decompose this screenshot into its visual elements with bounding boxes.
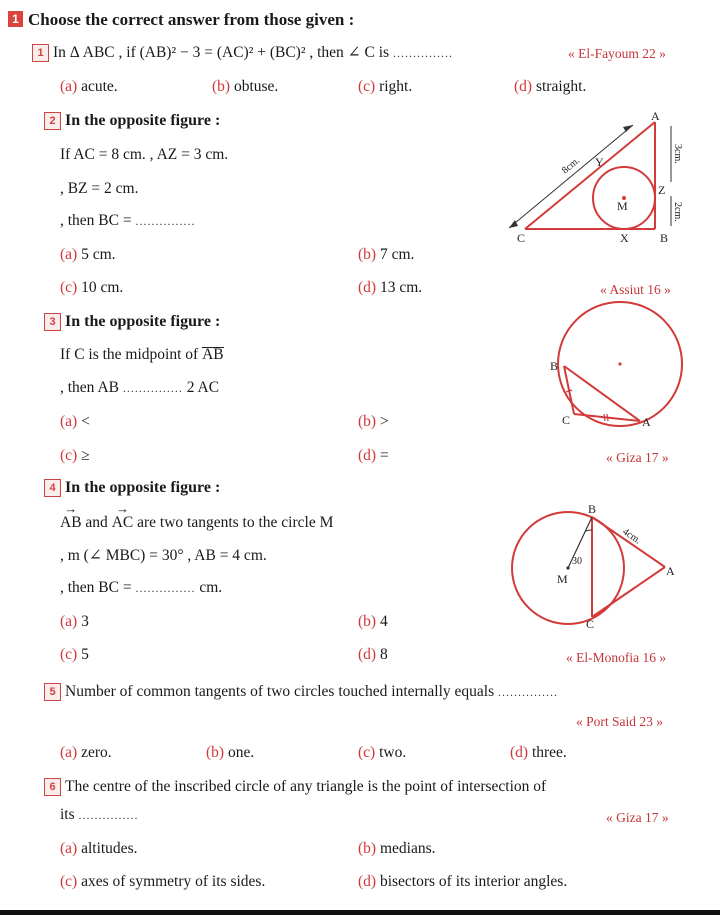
q6-text: The centre of the inscribed circle of any triangle is the point of intersection of <box>65 778 547 795</box>
option-letter: (c) <box>60 447 78 464</box>
option-letter: (d) <box>510 744 529 761</box>
q2-line2: , BZ = 2 cm. <box>60 180 139 197</box>
q6-stem <box>44 778 546 796</box>
q5-option-a[interactable] <box>60 744 112 762</box>
q4-option-a[interactable] <box>60 613 89 631</box>
option-text: = <box>379 447 389 464</box>
q6-option-a[interactable] <box>60 840 137 858</box>
q2-label-m: M <box>617 199 628 213</box>
q1-blank: ............... <box>392 46 453 60</box>
q4-tangent-ac <box>592 567 665 617</box>
q2-label-y: Y <box>595 155 604 169</box>
option-letter: (a) <box>60 413 78 430</box>
q2-figure <box>505 108 685 248</box>
option-text: two. <box>379 744 407 761</box>
q3-center-dot <box>618 362 621 365</box>
q4-line2: , m (∠ MBC) = 30° , AB = 4 cm. <box>60 547 267 564</box>
section-title-text: Choose the correct answer from those given : <box>28 10 355 29</box>
q3-tick-mark <box>604 414 605 421</box>
q2-len-zb: 2cm. <box>672 202 683 222</box>
option-letter: (b) <box>358 613 377 630</box>
q4-heading <box>44 479 220 497</box>
q1-stem <box>32 43 453 62</box>
q2-side-ac <box>525 122 655 229</box>
q3-label-b: B <box>550 359 559 373</box>
q4-line1-text: are two tangents to the circle M <box>137 514 334 531</box>
page-bottom-border <box>0 910 720 915</box>
option-letter: (c) <box>358 744 376 761</box>
q1-option-a[interactable] <box>60 78 118 96</box>
option-letter: (c) <box>60 646 78 663</box>
q1-option-d[interactable] <box>514 78 586 96</box>
q2-label-a: A <box>651 109 660 123</box>
q4-option-b[interactable] <box>358 613 388 631</box>
q4-label-b: B <box>588 502 597 516</box>
option-letter: (a) <box>60 840 78 857</box>
option-letter: (a) <box>60 78 78 95</box>
q4-tangent-ab <box>592 517 665 567</box>
q3-option-b[interactable] <box>358 413 389 431</box>
q4-label-a: A <box>666 564 675 578</box>
option-letter: (b) <box>212 78 231 95</box>
option-letter: (a) <box>60 613 78 630</box>
q2-heading <box>44 112 220 130</box>
q3-line2-text: , then AB <box>60 379 119 396</box>
q4-source: « El-Monofia 16 » <box>566 650 667 665</box>
option-text: < <box>81 413 90 430</box>
q4-heading-text: In the opposite figure : <box>65 479 221 496</box>
option-text: > <box>379 413 389 430</box>
q4-center-dot <box>566 566 569 569</box>
option-text: ≥ <box>81 447 90 464</box>
q4-angle-label: 30 <box>572 556 582 567</box>
q4-label-c: C <box>586 617 595 631</box>
option-text: right. <box>379 78 413 95</box>
q4-label-m: M <box>557 572 568 586</box>
q2-blank: ............... <box>135 214 196 228</box>
q2-len-az: 3cm. <box>672 144 683 164</box>
q3-number: 3 <box>44 313 61 331</box>
q2-line3-text: , then BC = <box>60 212 132 229</box>
q3-source: « Giza 17 » <box>606 450 669 465</box>
option-text: straight. <box>535 78 587 95</box>
option-letter: (b) <box>358 246 377 263</box>
q2-heading-text: In the opposite figure : <box>65 112 221 129</box>
q4-number: 4 <box>44 479 61 497</box>
q3-line2-post: 2 AC <box>186 379 220 396</box>
option-letter: (d) <box>358 646 377 663</box>
q3-figure <box>540 300 700 435</box>
q3-blank: ............... <box>122 381 183 395</box>
option-text: 13 cm. <box>379 279 423 296</box>
q6-source: « Giza 17 » <box>606 810 669 825</box>
q4-line3 <box>60 579 222 597</box>
option-letter: (c) <box>60 279 78 296</box>
option-text: 7 cm. <box>379 246 415 263</box>
option-text: bisectors of its interior angles. <box>379 873 568 890</box>
q3-option-c[interactable] <box>60 447 90 465</box>
option-text: axes of symmetry of its sides. <box>81 873 266 890</box>
q3-line1 <box>60 346 224 364</box>
q2-label-z: Z <box>658 183 666 197</box>
q5-option-b[interactable] <box>206 744 254 762</box>
option-letter: (b) <box>358 840 377 857</box>
q4-and: and <box>85 514 108 531</box>
option-text: 10 cm. <box>81 279 124 296</box>
option-text: 5 <box>81 646 89 663</box>
option-letter: (b) <box>358 413 377 430</box>
q3-chord-ba <box>564 366 640 421</box>
q3-label-c: C <box>562 413 571 427</box>
q1-number: 1 <box>32 44 49 62</box>
option-text: zero. <box>81 744 112 761</box>
q3-line1-text: If C is the midpoint of <box>60 346 199 363</box>
option-letter: (d) <box>358 447 377 464</box>
q5-number: 5 <box>44 683 61 701</box>
q4-figure <box>510 495 690 645</box>
option-letter: (c) <box>60 873 78 890</box>
q2-label-b: B <box>660 231 669 245</box>
q3-heading-text: In the opposite figure : <box>65 313 221 330</box>
q2-label-c: C <box>517 231 526 245</box>
q4-vector-ac: → AC <box>112 514 134 532</box>
option-text: 3 <box>81 613 89 630</box>
q2-line1: If AC = 8 cm. , AZ = 3 cm. <box>60 146 229 163</box>
q2-dim-arrow <box>623 125 633 132</box>
q4-option-c[interactable] <box>60 646 89 664</box>
option-letter: (d) <box>358 279 377 296</box>
q5-option-d[interactable] <box>510 744 567 762</box>
q2-len-ac: 8cm. <box>559 155 583 177</box>
q4-vector-ab: → AB <box>60 514 82 532</box>
option-text: 5 cm. <box>81 246 116 263</box>
option-letter: (c) <box>358 78 376 95</box>
q2-number: 2 <box>44 112 61 130</box>
option-letter: (d) <box>358 873 377 890</box>
q3-heading <box>44 313 220 331</box>
q2-option-a[interactable] <box>60 246 116 264</box>
q5-blank: ............... <box>498 685 559 699</box>
q6-option-c[interactable] <box>60 873 265 891</box>
section-number: 1 <box>8 11 23 27</box>
option-text: 4 <box>379 613 388 630</box>
option-letter: (d) <box>514 78 533 95</box>
q2-option-b[interactable] <box>358 246 414 264</box>
q1-option-b[interactable] <box>212 78 278 96</box>
option-letter: (a) <box>60 744 78 761</box>
q3-option-d[interactable] <box>358 447 389 465</box>
q5-option-c[interactable] <box>358 744 406 762</box>
q4-line3-text: , then BC = <box>60 579 132 596</box>
q3-option-a[interactable] <box>60 413 90 431</box>
q6-option-d[interactable] <box>358 873 567 891</box>
q5-text: Number of common tangents of two circles touched internally equals <box>65 683 495 700</box>
option-text: acute. <box>81 78 118 95</box>
q3-line2 <box>60 379 219 397</box>
q2-dim-line <box>509 125 633 228</box>
q4-line3-post: cm. <box>199 579 223 596</box>
q6-blank: ............... <box>78 808 139 822</box>
option-text: one. <box>227 744 255 761</box>
option-text: altitudes. <box>81 840 138 857</box>
section-title <box>8 10 354 30</box>
option-text: three. <box>531 744 567 761</box>
q4-line1 <box>60 514 333 532</box>
q2-source: « Assiut 16 » <box>600 282 671 297</box>
q4-option-d[interactable] <box>358 646 388 664</box>
q2-option-c[interactable] <box>60 279 123 297</box>
option-text: obtuse. <box>233 78 279 95</box>
q5-source: « Port Said 23 » <box>576 714 664 729</box>
q6-text2: its <box>60 806 75 823</box>
q1-source: « El-Fayoum 22 » <box>568 46 666 61</box>
q1-text: In Δ ABC , if (AB)² − 3 = (AC)² + (BC)² , then ∠ C is <box>53 44 390 61</box>
q6-number: 6 <box>44 778 61 796</box>
option-letter: (a) <box>60 246 78 263</box>
q1-option-c[interactable] <box>358 78 412 96</box>
q2-line3 <box>60 212 195 230</box>
q3-label-a: A <box>642 415 651 429</box>
q3-tick-mark <box>607 414 608 421</box>
option-letter: (b) <box>206 744 225 761</box>
option-text: 8 <box>379 646 388 663</box>
q6-stem-line2 <box>60 806 139 824</box>
option-text: medians. <box>379 840 436 857</box>
q4-blank: ............... <box>135 581 196 595</box>
q2-label-x: X <box>620 231 629 245</box>
q4-len-ab: 4cm. <box>620 526 643 547</box>
q2-option-d[interactable] <box>358 279 422 297</box>
q6-option-b[interactable] <box>358 840 435 858</box>
q3-arc-ab: AB <box>202 346 224 363</box>
q5-stem <box>44 683 558 701</box>
